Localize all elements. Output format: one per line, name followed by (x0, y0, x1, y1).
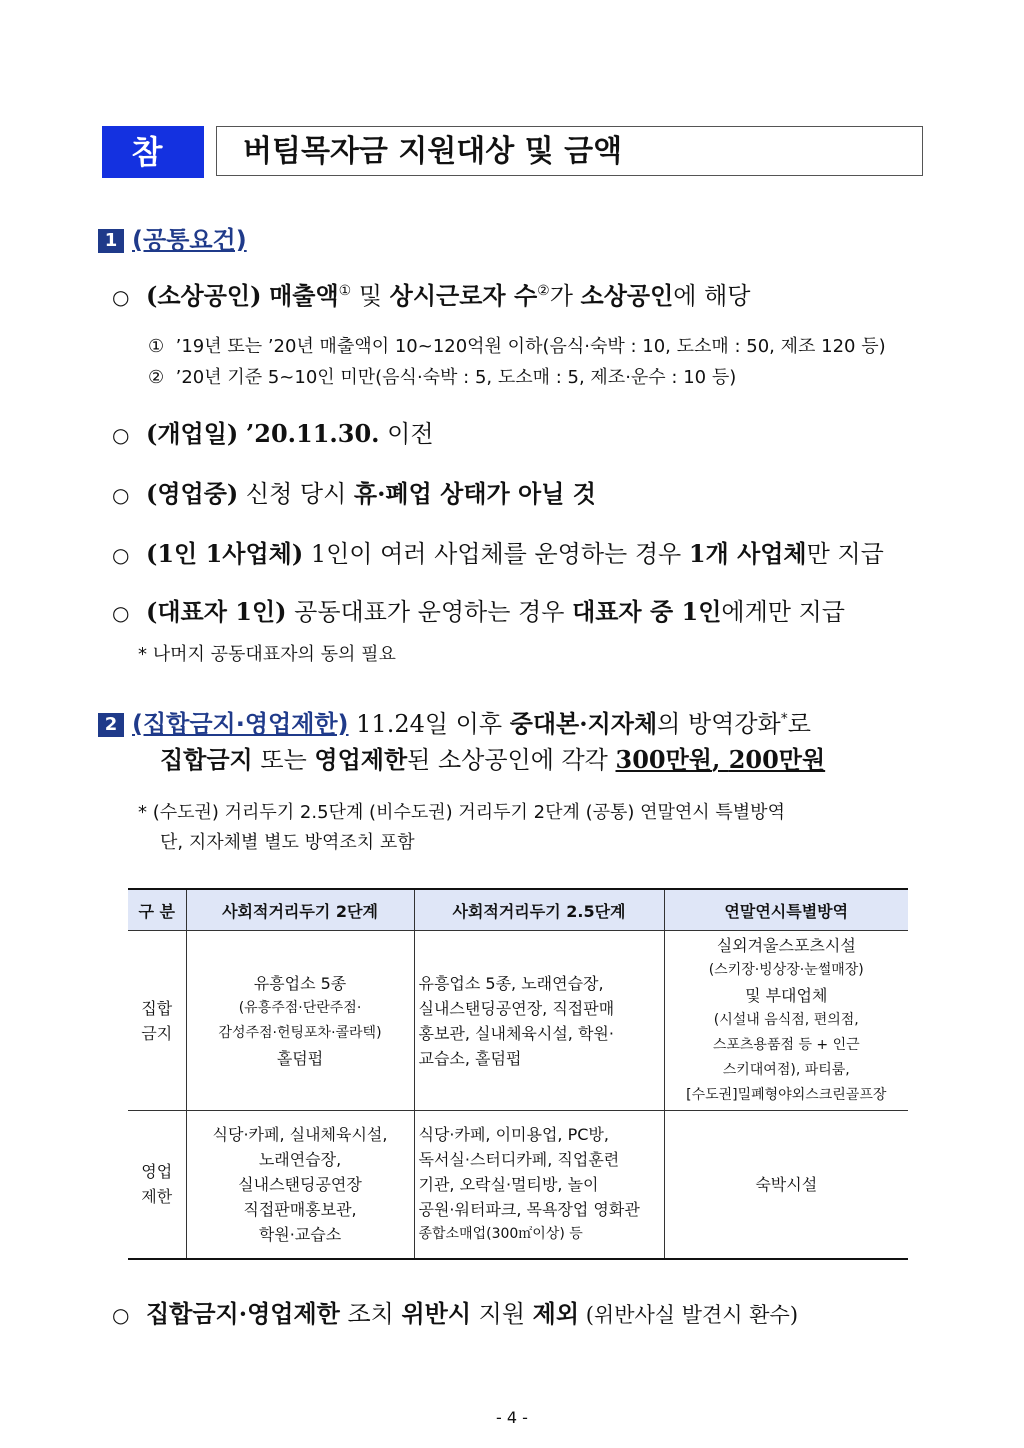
cell-restriction-level25 (414, 1111, 664, 1259)
text: 가 (549, 282, 581, 310)
note-co-representative: * 나머지 공동대표자의 동의 필요 (138, 644, 396, 665)
row-label-restriction (128, 1111, 186, 1259)
cell-ban-level2 (186, 931, 414, 1111)
item-in-business: ○ (영업중) 신청 당시 휴·폐업 상태가 아닐 것 (112, 479, 596, 508)
condition-text: 휴·폐업 상태가 아닐 것 (353, 479, 596, 508)
cell-line: 스키대여점), 파티룸, (722, 1062, 850, 1078)
cell-line: 노래연습장, (258, 1149, 342, 1169)
cell-line: 홍보관, 실내체육시설, 학원· (418, 1023, 614, 1043)
row-label-ban (128, 931, 186, 1111)
amount-ban: 300만원 (615, 745, 712, 774)
condition-text: 대표자 중 1인 (572, 597, 722, 626)
item-opening-date: ○ (개업일) ’20.11.30. 이전 (112, 419, 434, 448)
note-mark: ① (148, 336, 165, 357)
item-label: (대표자 1인) (146, 597, 287, 626)
cell-line: 실내스탠딩공연장, 직접판매 (418, 998, 615, 1018)
footnote-mark: * (780, 711, 788, 727)
cell-line: (시설내 음식점, 편의점, (713, 1012, 859, 1028)
violation-text: 위반시 (401, 1299, 472, 1328)
cell-line: 식당·카페, 이미용업, PC방, (418, 1124, 609, 1144)
item-violation: ○ 집합금지·영업제한 조치 위반시 지원 제외 (위반사실 발견시 환수) (112, 1299, 799, 1328)
separator: , (711, 745, 729, 774)
cell-line: 실외겨울스포츠시설 (716, 936, 856, 955)
text: 11.24일 이후 (348, 710, 510, 738)
section2-number: 2 (98, 713, 124, 737)
item-label: (소상공인) (146, 281, 262, 310)
note-distancing-line1: * (수도권) 거리두기 2.5단계 (비수도권) 거리두기 2단계 (공통) 연말연시 특별방역 (138, 802, 785, 823)
cell-line: 교습소, 홀덤펍 (418, 1048, 522, 1068)
note-sales (148, 332, 886, 358)
item-small-business: ○ (소상공인) 매출액① 및 상시근로자 수②가 소상공인에 해당 (112, 281, 751, 310)
item-label: (1인 1사업체) (146, 539, 304, 568)
cell-line: 학원·교습소 (258, 1224, 342, 1244)
text: 에게만 지급 (721, 598, 845, 626)
cell-line: 공원·워터파크, 목욕장업 영화관 (418, 1199, 640, 1219)
note-text: ’19년 또는 ’20년 매출액이 10~120억원 이하(음식·숙박 : 10, 도소매 : 50, 제조 120 등) (175, 336, 886, 357)
note-mark: ② (148, 367, 165, 388)
restriction-text: 영업제한 (314, 745, 408, 774)
section1-number: 1 (98, 229, 124, 253)
cell-line: 기관, 오락실·멀티방, 놀이 (418, 1174, 599, 1194)
employees-text: 상시근로자 수 (389, 281, 538, 310)
header-category: 구 분 (128, 889, 186, 931)
cell-line: [수도권]밀폐형야외스크린골프장 (686, 1087, 887, 1103)
note-text: ’20년 기준 5~10인 미만(음식·숙박 : 5, 도소매 : 5, 제조·운수 : 10 등) (175, 367, 737, 388)
page-number: - 4 - (496, 1408, 528, 1427)
cell-line: 제한 (141, 1187, 173, 1207)
text: 또는 (252, 746, 315, 774)
text: 이전 (379, 420, 434, 448)
table-header-row (128, 889, 908, 931)
ban-text: 집합금지 (160, 745, 253, 774)
text: 및 (351, 282, 390, 310)
cell-line: 종합소매업(300㎡이상) 등 (418, 1225, 583, 1242)
amount-restriction: 200만원 (728, 745, 826, 774)
footnote-mark: ② (537, 283, 550, 299)
footnote-mark: ① (338, 283, 352, 299)
date-text: ’20.11.30. (245, 419, 380, 448)
text: 지원 (471, 1300, 533, 1328)
cell-line: 식당·카페, 실내체육시설, (212, 1124, 388, 1144)
section1-heading-text: (공통요건) (132, 226, 247, 254)
cell-line: 유흥업소 5종, 노래연습장, (418, 973, 604, 993)
cell-line: (스키장·빙상장·눈썰매장) (708, 962, 864, 978)
cell-line: 홀덤펍 (276, 1048, 324, 1068)
text: 만 지급 (806, 540, 884, 568)
text: 로 (787, 710, 811, 738)
exclusion-text: 제외 (532, 1299, 580, 1328)
authority-text: 중대본·지자체 (509, 709, 658, 738)
text: 의 방역강화 (657, 710, 781, 738)
text: 에 해당 (673, 282, 751, 310)
table-row-restriction (128, 1111, 908, 1259)
cell-line: 실내스탠딩공연장 (238, 1174, 362, 1194)
text: 1인이 여러 사업체를 운영하는 경우 (303, 540, 689, 568)
text: 신청 당시 (238, 480, 354, 508)
section2-line1 (98, 704, 811, 739)
cell-line: 및 부대업체 (745, 986, 828, 1005)
text: 조치 (339, 1300, 402, 1328)
table-row-ban (128, 931, 908, 1111)
cell-line: 집합 (141, 998, 173, 1018)
measures-table (128, 888, 908, 1260)
header-level2: 사회적거리두기 2단계 (186, 889, 414, 931)
page-title: 버팀목자금 지원대상 및 금액 (216, 126, 923, 176)
cell-line: 감성주점·헌팅포차·콜라텍) (218, 1024, 382, 1041)
text: 된 소상공인에 각각 (407, 746, 616, 774)
cell-restriction-yearend: 숙박시설 (664, 1111, 908, 1259)
small-business-text: 소상공인 (580, 281, 674, 310)
cell-line: 영업 (141, 1162, 173, 1182)
note-distancing-line2: 단, 지자체별 별도 방역조치 포함 (160, 832, 415, 853)
section1-heading (98, 220, 247, 255)
cell-line: 유흥업소 5종 (253, 973, 347, 993)
section2-heading-text: (집합금지·영업제한) (132, 710, 349, 738)
note-employees (148, 363, 736, 389)
header-yearend: 연말연시특별방역 (664, 889, 908, 931)
item-label: (영업중) (146, 479, 239, 508)
cell-ban-level25 (414, 931, 664, 1111)
cell-line: 금지 (141, 1023, 173, 1043)
cell-restriction-level2 (186, 1111, 414, 1259)
header-level25: 사회적거리두기 2.5단계 (414, 889, 664, 931)
refund-text: (위반사실 발견시 환수) (579, 1303, 799, 1327)
reference-badge: 참 고 (102, 126, 204, 178)
cell-line: (유흥주점·단란주점· (238, 999, 362, 1016)
section2-heading (98, 710, 349, 738)
sales-text: 매출액 (269, 281, 339, 310)
cell-line: 스포츠용품점 등 + 인근 (712, 1037, 860, 1053)
measure-text: 집합금지·영업제한 (146, 1299, 340, 1328)
condition-text: 1개 사업체 (688, 539, 807, 568)
cell-line: 독서실·스터디카페, 직업훈련 (418, 1149, 620, 1169)
item-label: (개업일) (146, 419, 239, 448)
section2-line2 (160, 740, 825, 775)
item-one-representative: ○ (대표자 1인) 공동대표가 운영하는 경우 대표자 중 1인에게만 지급 (112, 597, 845, 626)
cell-line: 직접판매홍보관, (243, 1199, 357, 1219)
cell-ban-yearend (664, 931, 908, 1111)
item-one-business: ○ (1인 1사업체) 1인이 여러 사업체를 운영하는 경우 1개 사업체만 지급 (112, 539, 884, 568)
text: 공동대표가 운영하는 경우 (286, 598, 573, 626)
